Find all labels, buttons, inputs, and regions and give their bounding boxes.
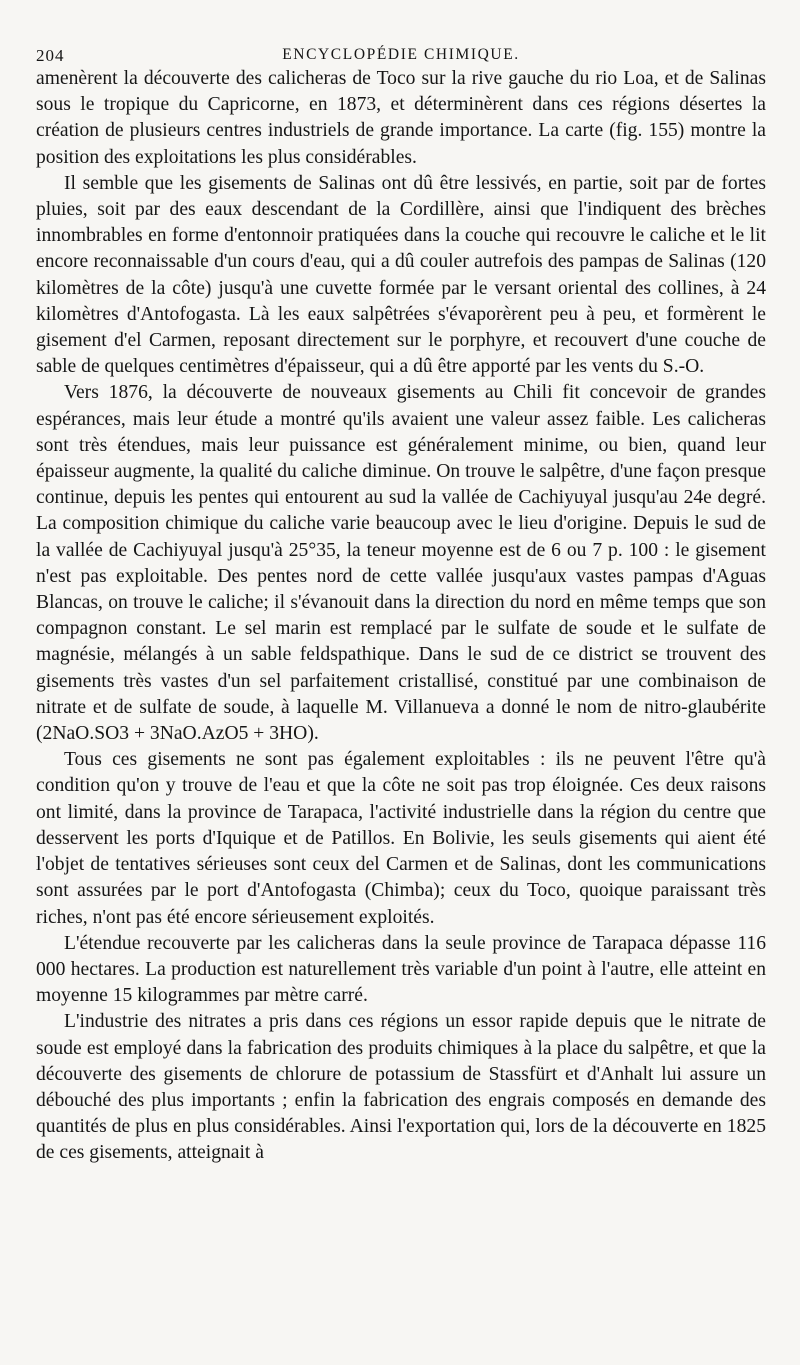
paragraph: Vers 1876, la découverte de nouveaux gisements au Chili fit concevoir de grandes espérances, mais leur étude a montré qu'ils avaient une valeur assez faible. Les calicheras sont très étendues, mais leur puissance est généralement minime, ou bien, quand leur épaisseur augmente, la qualité du caliche diminue. On trouve le salpêtre, d'une façon presque continue, depuis les pentes qui entourent au sud la vallée de Cachiyuyal jusqu'au 24e degré. La composition chimique du caliche varie beaucoup avec le lieu d'origine. Depuis le sud de la vallée de Cachiyuyal jusqu'à 25°35, la teneur moyenne est de 6 ou 7 p. 100 : le gisement n'est pas exploitable. Des pentes nord de cette vallée jusqu'aux vastes pampas d'Aguas Blancas, on trouve le caliche; il s'évanouit dans la direction du nord en même temps que son compagnon constant. Le sel marin est remplacé par le sulfate de soude et le sulfate de magnésie, mélangés à un sable feldspathique. Dans le sud de ce district se trouvent des gisements très vastes d'un sel parfaitement cristallisé, constitué par une combinaison de nitrate et de sulfate de soude, à laquelle M. Villanueva a donné le nom de nitro-glaubérite (2NaO.SO3 + 3NaO.AzO5 + 3HO). <box>36 382 766 745</box>
running-title: ENCYCLOPÉDIE CHIMIQUE. <box>282 46 520 63</box>
paragraph: amenèrent la découverte des calicheras de Toco sur la rive gauche du rio Loa, et de Salinas sous le tropique du Capricorne, en 1873, et déterminèrent dans ces régions désertes la création de plusieurs centres industriels de grande importance. La carte (fig. 155) montre la position des exploitations les plus considérables. <box>36 68 766 168</box>
body-text <box>36 66 766 1167</box>
page-number: 204 <box>36 46 65 65</box>
paragraph: L'étendue recouverte par les calicheras dans la seule province de Tarapaca dépasse 116 000 hectares. La production est naturellement très variable d'un point à l'autre, elle atteint en moyenne 15 kilogrammes par mètre carré. <box>36 932 766 1007</box>
paragraph: Il semble que les gisements de Salinas ont dû être lessivés, en partie, soit par de fortes pluies, soit par des eaux descendant de la Cordillère, ainsi que l'indiquent des brèches innombrables en forme d'entonnoir pratiquées dans la couche qui recouvre le caliche et le lit encore reconnaissable d'un cours d'eau, qui a dû couler autrefois des pampas de Salinas (120 kilomètres de la côte) jusqu'à une cuvette formée par le versant oriental des collines, à 24 kilomètres d'Antofogasta. Là les eaux salpêtrées s'évaporèrent peu à peu, et formèrent le gisement d'el Carmen, reposant directement sur le porphyre, et recouvert d'une couche de sable de quelques centimètres d'épaisseur, qui a dû être apporté par les vents du S.-O. <box>36 172 766 378</box>
paragraph: L'industrie des nitrates a pris dans ces régions un essor rapide depuis que le nitrate de soude est employé dans la fabrication des produits chimiques à la place du salpêtre, et que la découverte des gisements de chlorure de potassium de Stassfürt et d'Anhalt lui assure un débouché des plus importants ; enfin la fabrication des engrais composés en demande des quantités de plus en plus considérables. Ainsi l'exportation qui, lors de la découverte en 1825 de ces gisements, atteignait à <box>36 1011 766 1164</box>
paragraph: Tous ces gisements ne sont pas également exploitables : ils ne peuvent l'être qu'à condition qu'on y trouve de l'eau et que la côte ne soit pas trop éloignée. Ces deux raisons ont limité, dans la province de Tarapaca, l'activité industrielle dans la région du centre que desservent les ports d'Iquique et de Patillos. En Bolivie, les seuls gisements qui aient été l'objet de tentatives sérieuses sont ceux del Carmen et de Salinas, dont les communications sont assurées par le port d'Antofogasta (Chimba); ceux du Toco, quoique paraissant très riches, n'ont pas été encore sérieusement exploités. <box>36 749 766 928</box>
running-head <box>36 36 766 66</box>
